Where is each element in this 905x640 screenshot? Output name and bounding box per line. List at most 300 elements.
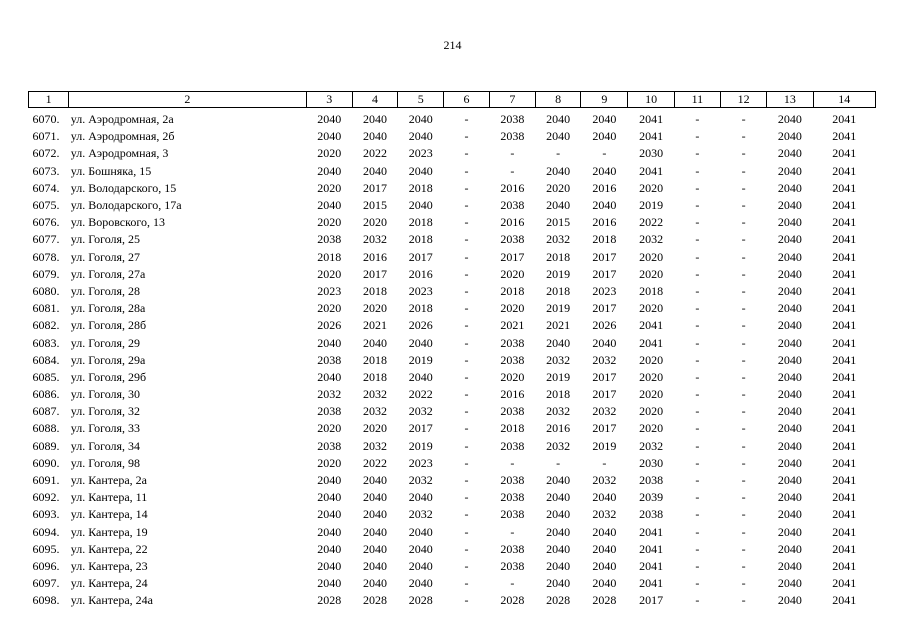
row-number: 6095. xyxy=(32,541,60,556)
year-cell: 2040 xyxy=(777,438,802,453)
year-cell: - xyxy=(464,318,469,333)
year-cell: 2038 xyxy=(500,490,525,505)
year-cell: - xyxy=(695,249,700,264)
year-cell: 2041 xyxy=(832,249,857,264)
year-cell: - xyxy=(464,352,469,367)
year-cell: 2020 xyxy=(639,180,664,195)
year-cell: 2038 xyxy=(317,352,342,367)
table-row xyxy=(29,180,876,197)
year-cell: 2040 xyxy=(592,558,617,573)
address-cell: ул. Кантера, 11 xyxy=(70,490,148,505)
year-cell: 2018 xyxy=(363,283,388,298)
year-cell: 2017 xyxy=(592,249,617,264)
year-cell: 2032 xyxy=(592,473,617,488)
year-cell: 2038 xyxy=(500,198,525,213)
year-cell: 2041 xyxy=(639,129,664,144)
year-cell: 2040 xyxy=(317,129,342,144)
table-row xyxy=(29,108,876,129)
year-cell: - xyxy=(741,421,746,436)
year-cell: - xyxy=(602,455,607,470)
year-cell: - xyxy=(741,352,746,367)
year-cell: 2040 xyxy=(363,558,388,573)
year-cell: - xyxy=(464,576,469,591)
year-cell: 2020 xyxy=(363,215,388,230)
row-number: 6093. xyxy=(32,507,60,522)
year-cell: 2040 xyxy=(777,473,802,488)
address-cell: ул. Аэродромная, 2а xyxy=(70,112,174,127)
year-cell: 2038 xyxy=(317,232,342,247)
year-cell: 2016 xyxy=(546,421,571,436)
year-cell: - xyxy=(695,455,700,470)
year-cell: 2028 xyxy=(500,593,525,608)
year-cell: - xyxy=(741,438,746,453)
year-cell: - xyxy=(741,490,746,505)
year-cell: 2040 xyxy=(363,129,388,144)
year-cell: 2018 xyxy=(408,215,433,230)
year-cell: 2018 xyxy=(546,283,571,298)
year-cell: - xyxy=(695,215,700,230)
year-cell: 2041 xyxy=(832,421,857,436)
year-cell: - xyxy=(464,558,469,573)
year-cell: 2023 xyxy=(317,283,342,298)
year-cell: - xyxy=(510,576,515,591)
year-cell: - xyxy=(741,198,746,213)
year-cell: 2040 xyxy=(317,335,342,350)
year-cell: - xyxy=(510,524,515,539)
year-cell: - xyxy=(695,421,700,436)
year-cell: - xyxy=(695,301,700,316)
year-cell: - xyxy=(741,129,746,144)
address-cell: ул. Кантера, 19 xyxy=(70,524,148,539)
column-header: 8 xyxy=(535,92,580,108)
year-cell: 2018 xyxy=(639,283,664,298)
year-cell: 2017 xyxy=(500,249,525,264)
year-cell: - xyxy=(556,455,561,470)
year-cell: 2040 xyxy=(546,490,571,505)
table-row xyxy=(29,145,876,162)
year-cell: 2020 xyxy=(317,215,342,230)
year-cell: 2016 xyxy=(500,180,525,195)
year-cell: 2017 xyxy=(408,421,433,436)
row-number: 6098. xyxy=(32,593,60,608)
year-cell: 2040 xyxy=(777,541,802,556)
year-cell: 2032 xyxy=(317,387,342,402)
year-cell: 2017 xyxy=(592,266,617,281)
year-cell: - xyxy=(695,318,700,333)
year-cell: 2040 xyxy=(408,558,433,573)
year-cell: 2028 xyxy=(363,593,388,608)
table-row xyxy=(29,300,876,317)
year-cell: 2040 xyxy=(546,473,571,488)
year-cell: 2040 xyxy=(777,129,802,144)
year-cell: 2041 xyxy=(639,524,664,539)
year-cell: - xyxy=(695,558,700,573)
year-cell: - xyxy=(695,593,700,608)
row-number: 6079. xyxy=(32,266,60,281)
year-cell: 2016 xyxy=(408,266,433,281)
year-cell: - xyxy=(695,198,700,213)
address-cell: ул. Воровского, 13 xyxy=(70,215,165,230)
year-cell: 2041 xyxy=(832,352,857,367)
year-cell: 2040 xyxy=(546,129,571,144)
year-cell: - xyxy=(464,421,469,436)
row-number: 6087. xyxy=(32,404,60,419)
year-cell: 2038 xyxy=(639,473,664,488)
table-row xyxy=(29,317,876,334)
year-cell: 2040 xyxy=(777,112,802,127)
year-cell: - xyxy=(695,576,700,591)
year-cell: 2040 xyxy=(777,369,802,384)
year-cell: 2040 xyxy=(777,283,802,298)
year-cell: 2041 xyxy=(832,507,857,522)
year-cell: 2038 xyxy=(639,507,664,522)
year-cell: - xyxy=(741,473,746,488)
year-cell: 2040 xyxy=(777,404,802,419)
year-cell: 2040 xyxy=(363,473,388,488)
year-cell: 2022 xyxy=(639,215,664,230)
year-cell: 2032 xyxy=(363,438,388,453)
year-cell: 2040 xyxy=(317,163,342,178)
address-cell: ул. Гоголя, 27а xyxy=(70,266,146,281)
year-cell: - xyxy=(464,455,469,470)
year-cell: 2023 xyxy=(408,146,433,161)
year-cell: 2021 xyxy=(546,318,571,333)
year-cell: - xyxy=(464,215,469,230)
year-cell: 2040 xyxy=(317,473,342,488)
year-cell: 2041 xyxy=(832,129,857,144)
address-cell: ул. Гоголя, 30 xyxy=(70,387,141,402)
year-cell: - xyxy=(510,146,515,161)
year-cell: 2040 xyxy=(363,576,388,591)
year-cell: 2040 xyxy=(363,163,388,178)
year-cell: 2040 xyxy=(777,249,802,264)
year-cell: - xyxy=(695,541,700,556)
year-cell: 2041 xyxy=(832,215,857,230)
year-cell: - xyxy=(741,387,746,402)
year-cell: 2038 xyxy=(500,232,525,247)
row-number: 6074. xyxy=(32,180,60,195)
table-row xyxy=(29,524,876,541)
year-cell: 2030 xyxy=(639,455,664,470)
year-cell: 2032 xyxy=(546,404,571,419)
row-number: 6077. xyxy=(32,232,60,247)
year-cell: 2020 xyxy=(317,421,342,436)
year-cell: 2020 xyxy=(639,301,664,316)
address-cell: ул. Гоголя, 29б xyxy=(70,369,147,384)
year-cell: 2038 xyxy=(317,404,342,419)
year-cell: - xyxy=(741,146,746,161)
year-cell: - xyxy=(741,112,746,127)
year-cell: 2041 xyxy=(639,541,664,556)
year-cell: - xyxy=(695,283,700,298)
year-cell: 2040 xyxy=(408,541,433,556)
year-cell: 2040 xyxy=(408,576,433,591)
year-cell: - xyxy=(464,301,469,316)
year-cell: 2022 xyxy=(363,146,388,161)
year-cell: 2020 xyxy=(317,455,342,470)
year-cell: 2040 xyxy=(592,541,617,556)
table-row xyxy=(29,214,876,231)
year-cell: 2020 xyxy=(500,266,525,281)
year-cell: - xyxy=(741,558,746,573)
year-cell: - xyxy=(741,180,746,195)
year-cell: 2020 xyxy=(317,146,342,161)
year-cell: 2028 xyxy=(546,593,571,608)
year-cell: - xyxy=(695,507,700,522)
year-cell: 2041 xyxy=(639,112,664,127)
year-cell: - xyxy=(464,490,469,505)
address-cell: ул. Аэродромная, 3 xyxy=(70,146,169,161)
year-cell: - xyxy=(464,283,469,298)
year-cell: 2041 xyxy=(832,112,857,127)
year-cell: 2020 xyxy=(639,404,664,419)
address-cell: ул. Гоголя, 25 xyxy=(70,232,141,247)
year-cell: - xyxy=(741,215,746,230)
year-cell: 2040 xyxy=(777,455,802,470)
year-cell: 2018 xyxy=(592,232,617,247)
year-cell: 2040 xyxy=(408,369,433,384)
table-row xyxy=(29,283,876,300)
year-cell: 2041 xyxy=(832,232,857,247)
address-cell: ул. Володарского, 17а xyxy=(70,198,182,213)
year-cell: 2032 xyxy=(363,404,388,419)
address-cell: ул. Кантера, 24а xyxy=(70,593,154,608)
year-cell: 2018 xyxy=(546,387,571,402)
year-cell: 2041 xyxy=(832,283,857,298)
year-cell: 2038 xyxy=(500,507,525,522)
year-cell: 2041 xyxy=(832,369,857,384)
year-cell: - xyxy=(464,507,469,522)
address-cell: ул. Гоголя, 28а xyxy=(70,301,146,316)
table-row xyxy=(29,386,876,403)
year-cell: 2040 xyxy=(317,112,342,127)
year-cell: 2023 xyxy=(408,455,433,470)
year-cell: 2016 xyxy=(592,215,617,230)
year-cell: 2040 xyxy=(546,335,571,350)
row-number: 6096. xyxy=(32,558,60,573)
row-number: 6097. xyxy=(32,576,60,591)
year-cell: - xyxy=(741,232,746,247)
year-cell: 2032 xyxy=(592,352,617,367)
year-cell: - xyxy=(695,404,700,419)
column-header: 3 xyxy=(306,92,352,108)
column-header: 5 xyxy=(398,92,444,108)
year-cell: - xyxy=(695,129,700,144)
year-cell: 2041 xyxy=(639,318,664,333)
year-cell: - xyxy=(510,455,515,470)
year-cell: 2040 xyxy=(777,266,802,281)
table-row xyxy=(29,249,876,266)
year-cell: 2040 xyxy=(408,129,433,144)
year-cell: - xyxy=(741,318,746,333)
year-cell: 2023 xyxy=(592,283,617,298)
year-cell: 2041 xyxy=(639,335,664,350)
address-cell: ул. Гоголя, 98 xyxy=(70,455,141,470)
year-cell: 2019 xyxy=(546,301,571,316)
column-header: 7 xyxy=(489,92,535,108)
year-cell: 2038 xyxy=(500,541,525,556)
year-cell: - xyxy=(695,180,700,195)
row-number: 6081. xyxy=(32,301,60,316)
year-cell: - xyxy=(741,335,746,350)
year-cell: 2032 xyxy=(546,438,571,453)
year-cell: 2040 xyxy=(777,180,802,195)
year-cell: 2038 xyxy=(500,335,525,350)
address-cell: ул. Гоголя, 28б xyxy=(70,318,147,333)
year-cell: 2032 xyxy=(592,507,617,522)
year-cell: 2030 xyxy=(639,146,664,161)
year-cell: 2015 xyxy=(363,198,388,213)
year-cell: 2040 xyxy=(777,146,802,161)
year-cell: 2040 xyxy=(546,163,571,178)
year-cell: 2020 xyxy=(639,369,664,384)
year-cell: 2041 xyxy=(832,335,857,350)
year-cell: 2016 xyxy=(592,180,617,195)
year-cell: 2032 xyxy=(408,473,433,488)
row-number: 6088. xyxy=(32,421,60,436)
table-row xyxy=(29,575,876,592)
year-cell: - xyxy=(695,473,700,488)
year-cell: 2018 xyxy=(317,249,342,264)
year-cell: - xyxy=(510,163,515,178)
row-number: 6078. xyxy=(32,249,60,264)
address-cell: ул. Гоголя, 34 xyxy=(70,438,141,453)
column-header: 2 xyxy=(69,92,306,108)
year-cell: 2041 xyxy=(832,490,857,505)
year-cell: 2040 xyxy=(592,112,617,127)
row-number: 6084. xyxy=(32,352,60,367)
year-cell: 2018 xyxy=(408,180,433,195)
year-cell: 2040 xyxy=(408,163,433,178)
address-cell: ул. Кантера, 22 xyxy=(70,541,148,556)
year-cell: 2040 xyxy=(317,490,342,505)
year-cell: 2017 xyxy=(592,421,617,436)
year-cell: - xyxy=(695,232,700,247)
year-cell: 2020 xyxy=(363,301,388,316)
row-number: 6072. xyxy=(32,146,60,161)
column-header: 14 xyxy=(813,92,875,108)
year-cell: 2040 xyxy=(363,524,388,539)
year-cell: 2040 xyxy=(592,163,617,178)
year-cell: 2040 xyxy=(363,112,388,127)
year-cell: 2038 xyxy=(500,558,525,573)
table-row xyxy=(29,128,876,145)
year-cell: 2026 xyxy=(408,318,433,333)
year-cell: 2038 xyxy=(500,473,525,488)
row-number: 6086. xyxy=(32,387,60,402)
row-number: 6089. xyxy=(32,438,60,453)
year-cell: - xyxy=(741,301,746,316)
year-cell: 2040 xyxy=(592,129,617,144)
year-cell: 2020 xyxy=(317,301,342,316)
year-cell: 2028 xyxy=(408,593,433,608)
year-cell: 2041 xyxy=(639,576,664,591)
row-number: 6071. xyxy=(32,129,60,144)
year-cell: 2040 xyxy=(546,507,571,522)
year-cell: - xyxy=(464,129,469,144)
year-cell: - xyxy=(464,541,469,556)
year-cell: 2026 xyxy=(592,318,617,333)
address-cell: ул. Кантера, 14 xyxy=(70,507,148,522)
year-cell: - xyxy=(695,163,700,178)
table-body xyxy=(29,108,876,610)
year-cell: - xyxy=(464,473,469,488)
year-cell: 2040 xyxy=(317,507,342,522)
year-cell: 2040 xyxy=(363,541,388,556)
year-cell: - xyxy=(464,387,469,402)
year-cell: 2032 xyxy=(408,404,433,419)
year-cell: 2017 xyxy=(363,266,388,281)
year-cell: 2040 xyxy=(777,524,802,539)
year-cell: 2041 xyxy=(832,455,857,470)
year-cell: 2041 xyxy=(832,180,857,195)
year-cell: 2041 xyxy=(832,387,857,402)
table-row xyxy=(29,197,876,214)
year-cell: 2018 xyxy=(408,232,433,247)
year-cell: 2020 xyxy=(317,180,342,195)
year-cell: 2040 xyxy=(592,198,617,213)
year-cell: 2040 xyxy=(317,541,342,556)
year-cell: 2019 xyxy=(546,266,571,281)
year-cell: 2040 xyxy=(408,335,433,350)
column-header: 13 xyxy=(767,92,813,108)
year-cell: 2041 xyxy=(832,266,857,281)
table-row xyxy=(29,231,876,248)
year-cell: 2021 xyxy=(500,318,525,333)
year-cell: 2032 xyxy=(546,232,571,247)
row-number: 6075. xyxy=(32,198,60,213)
year-cell: - xyxy=(741,163,746,178)
year-cell: 2040 xyxy=(363,507,388,522)
row-number: 6094. xyxy=(32,524,60,539)
year-cell: 2032 xyxy=(363,387,388,402)
table-row xyxy=(29,163,876,180)
year-cell: 2020 xyxy=(639,387,664,402)
year-cell: - xyxy=(741,507,746,522)
year-cell: 2026 xyxy=(317,318,342,333)
year-cell: 2040 xyxy=(777,301,802,316)
year-cell: 2018 xyxy=(408,301,433,316)
address-cell: ул. Кантера, 24 xyxy=(70,576,148,591)
year-cell: - xyxy=(464,369,469,384)
column-header: 4 xyxy=(352,92,397,108)
row-number: 6073. xyxy=(32,163,60,178)
year-cell: 2019 xyxy=(546,369,571,384)
year-cell: 2040 xyxy=(408,524,433,539)
table-row xyxy=(29,334,876,351)
table-row xyxy=(29,558,876,575)
year-cell: - xyxy=(464,180,469,195)
year-cell: 2040 xyxy=(317,576,342,591)
year-cell: 2040 xyxy=(546,198,571,213)
year-cell: 2015 xyxy=(546,215,571,230)
year-cell: 2040 xyxy=(592,576,617,591)
address-cell: ул. Бошняка, 15 xyxy=(70,163,152,178)
year-cell: - xyxy=(464,146,469,161)
year-cell: 2041 xyxy=(832,558,857,573)
year-cell: 2040 xyxy=(592,335,617,350)
year-cell: - xyxy=(741,404,746,419)
row-number: 6091. xyxy=(32,473,60,488)
year-cell: 2020 xyxy=(639,421,664,436)
year-cell: - xyxy=(695,146,700,161)
table-row xyxy=(29,506,876,523)
year-cell: 2040 xyxy=(363,335,388,350)
table-row xyxy=(29,420,876,437)
table-row xyxy=(29,455,876,472)
year-cell: - xyxy=(741,249,746,264)
year-cell: 2038 xyxy=(317,438,342,453)
